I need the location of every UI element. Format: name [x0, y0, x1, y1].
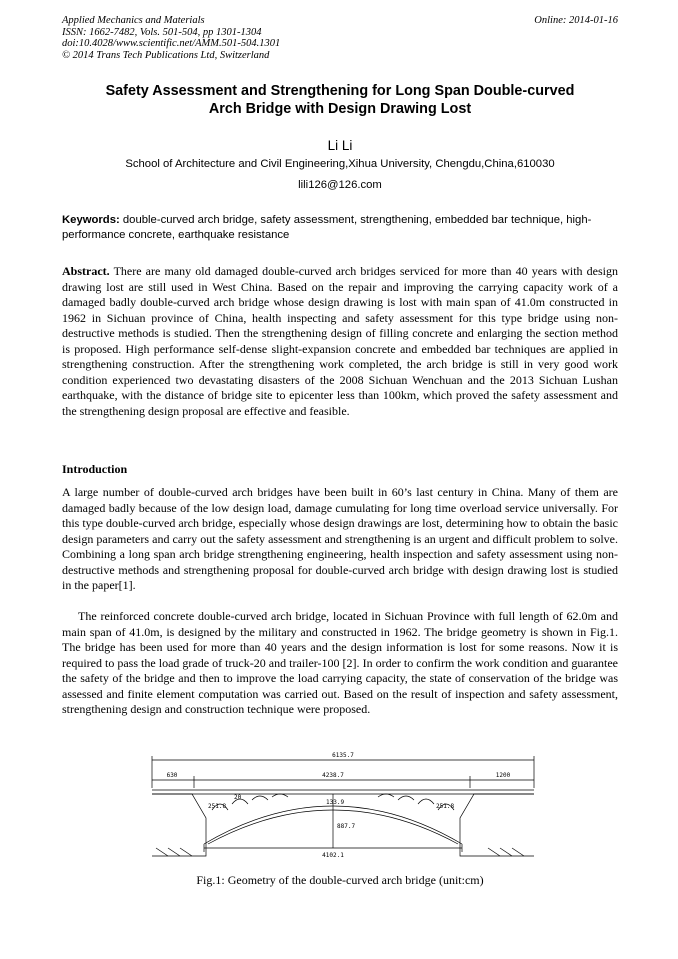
abstract-text: There are many old damaged double-curved arch bridges serviced for more than 40 years with design drawing lost are still used in West China. Based on the repair and improving the carrying capacity work of a damaged badly double-curved arch bridge whose design drawing is lost with main span of 41.0m constructed in 1962 in Sichuan province of China, health inspecting and safety assessment for this type bridge using non-destructive methods is studied. Then the strengthening design of filling concrete and enlarging the section method is proposed. High performance self-dense slight-expansion concrete and embedded bar techniques are applied in strengthening construction. After the strengthening work completed, the arch bridge is still in very good work condition experienced two devastating disasters of the 2008 Sichuan Wenchuan and the 2013 Sichuan Lushan earthquake, with the distance of bridge site to epicenter less than 100km, which proved the safety assessment and the strengthening design proposal are effective and feasible. [62, 264, 618, 418]
intro-paragraph-1: A large number of double-curved arch bridges have been built in 60’s last century in China. Many of them are damaged badly because of the low design load, damage cumulating for long time overload service universally. For this type double-curved arch bridge, especially whose design drawings are lost, determining how to obtain the basic design parameters and carry out the safety assessment and strengthening is an urgent and difficult problem to solve. Combining a long span arch bridge strengthening engineering, health inspection and safety assessment using non-destructive methods and strengthening proposal for double-curved arch bridge with design drawing lost is studied in the paper[1]. [62, 485, 618, 592]
dim-b: 251.8 [436, 803, 455, 810]
dim-crown: 133.9 [326, 799, 345, 806]
copyright: © 2014 Trans Tech Publications Ltd, Switzerland [62, 49, 270, 61]
abstract [62, 264, 618, 419]
intro-heading: Introduction [62, 462, 128, 476]
dim-left: 630 [166, 772, 178, 779]
journal-name: Applied Mechanics and Materials [62, 15, 205, 26]
dim-span: 4102.1 [322, 852, 344, 859]
email: lili126@126.com [298, 179, 382, 191]
keywords-label: Keywords: [62, 214, 120, 226]
dim-small: 20 [234, 794, 242, 801]
dim-a: 251.8 [208, 803, 227, 810]
bridge-geometry-figure [148, 748, 538, 866]
dim-mid: 4238.7 [322, 772, 344, 779]
issn: ISSN: 1662-7482, Vols. 501-504, pp 1301-1304 [62, 26, 262, 38]
dim-right: 1200 [495, 772, 511, 779]
abstract-label: Abstract. [62, 264, 110, 278]
dim-total: 6135.7 [332, 752, 354, 759]
running-header [62, 15, 618, 61]
author: Li Li [327, 138, 353, 153]
doi: doi:10.4028/www.scientific.net/AMM.501-504.1301 [62, 38, 281, 50]
online-date: Online: 2014-01-16 [534, 15, 618, 26]
keywords [62, 213, 618, 243]
keywords-text: double-curved arch bridge, safety assessment, strengthening, embedded bar technique, high-performance concrete, earthquake resistance [62, 214, 592, 241]
intro-paragraph-2: The reinforced concrete double-curved arch bridge, located in Sichuan Province with full length of 62.0m and main span of 41.0m, is designed by the military and constructed in 1962. The bridge geometry is shown in Fig.1. The bridge has been used for more than 40 years and the design information is lost for some reasons. Now it is required to pass the load grade of truck-20 and trailer-100 [2]. In order to confirm the work condition and guarantee the safety of the bridge and then to improve the load carrying capacity, the state of conservation of the bridge was assessed and finite element computation was carried out. Based on the result of inspection and safety assessment, strengthening design and construction technique were proposed. [62, 609, 618, 716]
title-line-2: Arch Bridge with Design Drawing Lost [208, 101, 472, 117]
paper-title [62, 82, 618, 118]
title-line-1: Safety Assessment and Strengthening for Long Span Double-curved [105, 83, 575, 99]
affiliation: School of Architecture and Civil Engineering,Xihua University, Chengdu,China,610030 [125, 158, 555, 170]
figure-caption: Fig.1: Geometry of the double-curved arch bridge (unit:cm) [196, 873, 484, 887]
dim-rise: 887.7 [337, 823, 356, 830]
